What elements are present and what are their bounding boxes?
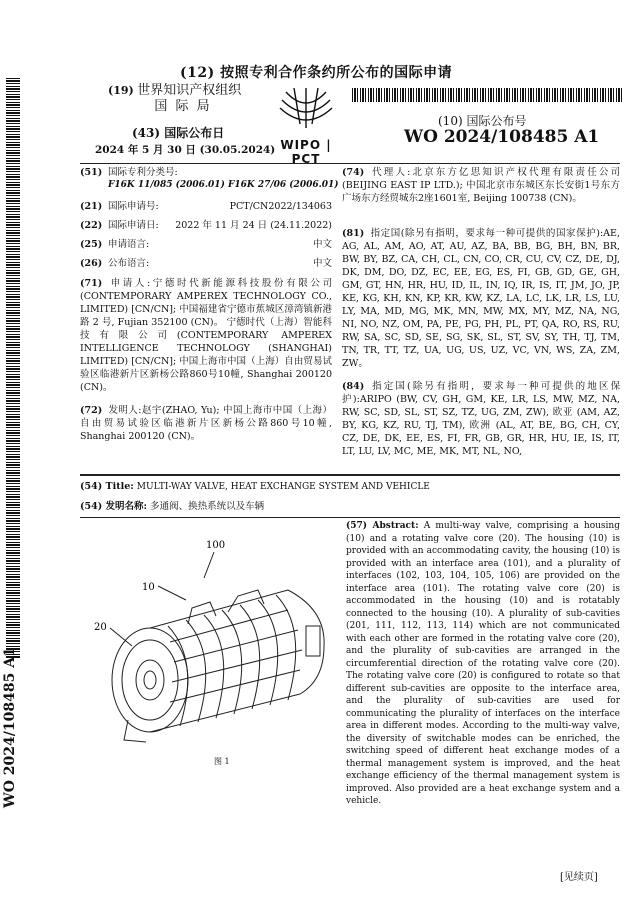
document-title: (12) 按照专利合作条约所公布的国际申请 bbox=[180, 65, 453, 81]
field-25: (25) 申请语言: 中文 bbox=[80, 239, 332, 250]
pubno-label: (10) 国际公布号 bbox=[438, 114, 527, 128]
barcode-top bbox=[352, 88, 622, 102]
wipo-globe-icon bbox=[266, 84, 346, 134]
wipo-logo bbox=[266, 84, 346, 166]
field-21: (21) 国际申请号: PCT/CN2022/134063 bbox=[80, 201, 332, 212]
org-block bbox=[108, 84, 258, 115]
pubno: WO 2024/108485 A1 bbox=[404, 127, 600, 147]
wipo-logo-text: WIPO | PCT bbox=[280, 138, 332, 166]
pubdate-label: (43) 国际公布日 bbox=[132, 126, 225, 140]
title-en: (54) Title: MULTI-WAY VALVE, HEAT EXCHANGE SYSTEM AND VEHICLE bbox=[80, 481, 430, 492]
ref-10: 10 bbox=[142, 582, 155, 593]
barcode-side bbox=[6, 78, 20, 658]
field-26: (26) 公布语言: 中文 bbox=[80, 258, 332, 269]
title-rule bbox=[80, 517, 620, 518]
ref-100: 100 bbox=[206, 540, 226, 551]
ipc-codes: F16K 11/085 (2006.01) F16K 27/06 (2006.01) bbox=[108, 180, 339, 190]
valve-drawing bbox=[88, 530, 336, 770]
field-51: (51) 国际专利分类号: bbox=[80, 167, 178, 178]
field-81: (81) 指定国(除另有指明，要求每一种可提供的国家保护):AE, AG, AL, AM, AO, AT, AU, AZ, BA, BB, BG, BH, BN, BR, BW, BY, BZ, CA, CH, CL, CN, CO, CR, CU, CV, CZ, DE, DJ, DK, DM, DO, DZ, EC, EE, EG, ES, FI, GB, GD, GE, GH, GM, GT, HN, HR, HU, ID, IL, IN, IQ, IR, IS, IT, JM, JO, JP, KE, KG, KH, KN, KP, KR, KW, KZ, LA, LC, LK, LR, LS, LU, LY, MA, MD, MG, MK, MN, MW, MX, MY, MZ, NA, NG, NI, NO, NZ, OM, PA, PE, PG, PH, PL, PT, QA, RO, RS, RU, RW, SA, SC, SD, SE, SG, SK, SL, ST, SV, SY, TH, TJ, TM, TN, TR, TT, TZ, UA, UG, US, UZ, VC, VN, WS, ZA, ZM, ZW。 bbox=[342, 228, 620, 369]
figure-caption: 图 1 bbox=[214, 757, 230, 766]
side-pub-number: WO 2024/108485 A1 bbox=[2, 647, 18, 808]
field-84: (84) 指定国(除另有指明，要求每一种可提供的地区保护):ARIPO (BW, CV, GH, GM, KE, LR, LS, MW, MZ, NA, RW, SC, SD, SL, ST, SZ, TZ, UG, ZM, ZW), 欧亚 (AM, AZ, BY, KG, KZ, RU, TJ, TM), 欧洲 (AL, AT, BE, BG, CH, CY, CZ, DE, DK, EE, ES, FI, FR, GB, GR, HR, HU, IE, IS, IT, LT, LU, LV, MC, ME, MK, MT, NL, NO, bbox=[342, 381, 620, 457]
footer-continued: [见续页] bbox=[560, 872, 598, 883]
field-74: (74) 代理人:北京东方亿思知识产权代理有限责任公司 (BEIJING EAST IP LTD.); 中国北京市东城区东长安街1号东方广场东方经贸城东2座1601室, Beijing 100738 (CN)。 bbox=[342, 167, 620, 204]
org-name: 世界知识产权组织 bbox=[137, 83, 242, 98]
org-number: (19) bbox=[108, 84, 134, 97]
mid-rule bbox=[80, 474, 620, 476]
header-rule bbox=[80, 163, 620, 164]
field-22: (22) 国际申请日: 2022 年 11 月 24 日 (24.11.2022) bbox=[80, 220, 332, 231]
field-71: (71) 申请人:宁德时代新能源科技股份有限公司 (CONTEMPORARY AMPEREX TECHNOLOGY CO., LIMITED) [CN/CN]; 中国福建省宁德市蕉城区漳湾镇新港路 2 号, Fujian 352100 (CN)。 宁德时代（上海）智能科技有限公司(CONTEMPORARY AMPEREX INTELLIGENCE TECHNOLOGY (SHANGHAI) LIMITED) [CN/CN]; 中国上海市中国（上海）自由贸易试验区临港新片区新杨公路860号10幢, Shanghai 200120 (CN)。 bbox=[80, 278, 332, 393]
figure-1 bbox=[88, 530, 336, 770]
pubdate: 2024 年 5 月 30 日 (30.05.2024) bbox=[95, 144, 276, 156]
abstract: (57) Abstract: A multi-way valve, comprising a housing (10) and a rotating valve core (20). The housing (10) is provided with an accommodating cavity, the housing (10) is provided with an interface area (101), and a plurality of interfaces (102, 103, 104, 105, 106) are provided on the interface area (101). The rotating valve core (20) is accommodated in the housing (10) and is rotatably connected to the housing (10). A plurality of sub-cavities (201, 111, 112, 113, 114) which are not communicated with each other are formed in the rotating valve core (20), and the plurality of sub-cavities are arranged in the circumferential direction of the rotating valve core (20). The rotating valve core (20) is configured to rotate so that different sub-cavities are opposite to the interface area, and the plurality of sub-cavities are used for communicating the plurality of interfaces on the interface area in different modes. According to the multi-way valve, the diversity of switchable modes can be enriched, the switching speed of different heat exchange modes of a thermal management system is improved, and the heat exchange efficiency of the thermal management system is improved. Also provided are a heat exchange system and a vehicle. bbox=[346, 521, 620, 806]
org-sub: 国 际 局 bbox=[154, 99, 212, 114]
ref-20: 20 bbox=[94, 622, 107, 633]
field-72: (72) 发明人:赵宇(ZHAO, Yu); 中国上海市中国（上海）自由贸易试验区临港新片区新杨公路860号10幢, Shanghai 200120 (CN)。 bbox=[80, 405, 333, 442]
title-cn: (54) 发明名称: 多通阀、换热系统以及车辆 bbox=[80, 501, 265, 512]
